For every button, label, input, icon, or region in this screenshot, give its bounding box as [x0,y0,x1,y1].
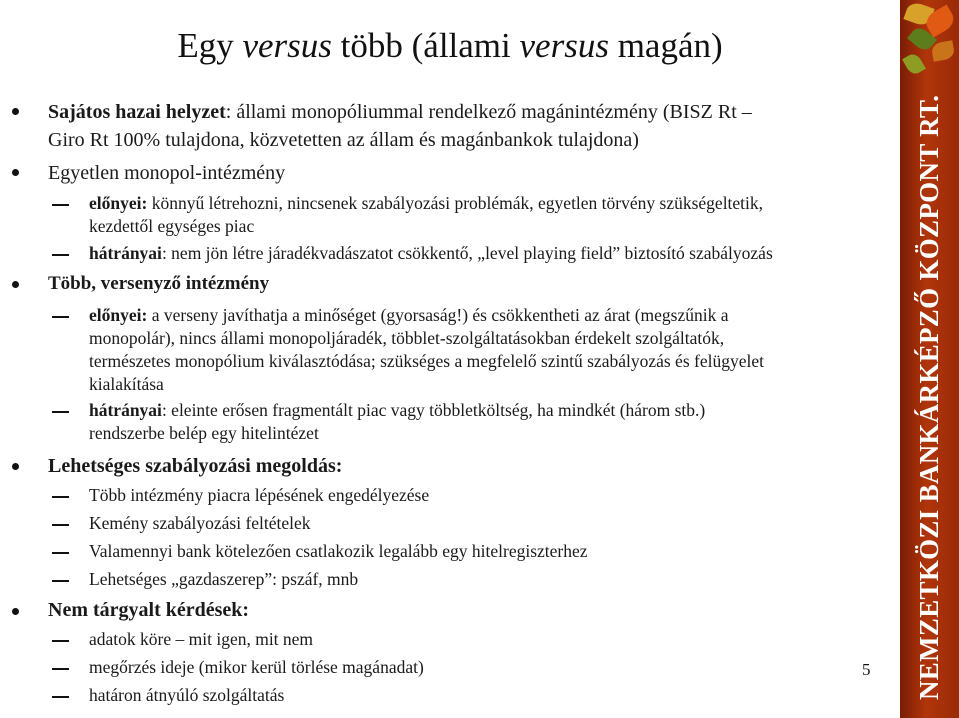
bullet-icon [12,169,19,176]
dash-icon [52,552,69,554]
sub-item-3-cont: kialakítása [89,374,164,394]
slide-title: Egy versus több (állami versus magán) [177,26,723,65]
sub-item-7: Valamennyi bank kötelezően csatlakozik legalább egy hitelregiszterhez [89,541,588,561]
sub-item-11: határon átnyúló szolgáltatás [89,685,285,705]
bullet-icon [12,281,19,288]
list-item-4: Lehetséges szabályozási megoldás: [48,455,343,477]
sub-item-8: Lehetséges „gazdaszerep”: pszáf, mnb [89,569,359,589]
list-item-1-cont: Giro Rt 100% tulajdona, közvetetten az állam és magánbankok tulajdona) [48,129,639,151]
sub-item-10: megőrzés ideje (mikor kerül törlése magánadat) [89,657,424,677]
sub-item-3: előnyei: a verseny javíthatja a minőséget (gyorsaság!) és csökkentheti az árat (megszűnik a [89,305,729,325]
list-item-1: Sajátos hazai helyzet: állami monopóliummal rendelkező magánintézmény (BISZ Rt – [48,101,752,123]
sub-item-5: Több intézmény piacra lépésének engedélyezése [89,485,430,505]
dash-icon [52,316,69,318]
list-item-5: Nem tárgyalt kérdések: [48,599,250,621]
dash-icon [52,668,69,670]
sub-item-4-cont: rendszerbe belép egy hitelintézet [89,423,319,443]
bullet-icon [12,608,19,615]
leaf-icon [931,40,956,62]
dash-icon [52,411,69,413]
dash-icon [52,254,69,256]
sidebar-text: NEMZETKÖZI BANKÁRKÉPZŐ KÖZPONT RT. [914,94,944,700]
list-item-3: Több, versenyző intézmény [48,273,270,294]
leaf-icon [902,51,926,76]
sub-item-6: Kemény szabályozási feltételek [89,513,311,533]
sub-item-9: adatok köre – mit igen, mit nem [89,629,314,649]
dash-icon [52,580,69,582]
dash-icon [52,524,69,526]
page-number: 5 [862,660,871,679]
sub-item-2: hátrányai: nem jön létre járadékvadászatot csökkentő, „level playing field” biztosító szabályozás [89,243,773,263]
sub-item-3-cont: monopolár), nincs állami monopoljáradék, többlet-szolgáltatásokban érdekelt szolgáltatók, [89,328,725,348]
bullet-icon [12,108,19,115]
dash-icon [52,696,69,698]
sub-item-4: hátrányai: eleinte erősen fragmentált piac vagy többletköltség, ha mindkét (három stb.) [89,400,706,420]
sidebar-banner [900,0,959,718]
sub-item-1: előnyei: könnyű létrehozni, nincsenek szabályozási problémák, egyetlen törvény szükségeltetik, [89,193,764,213]
list-item-2: Egyetlen monopol-intézmény [48,162,286,184]
dash-icon [52,640,69,642]
bullet-icon [12,463,19,470]
sub-item-1-cont: kezdettől egységes piac [89,216,255,236]
dash-icon [52,496,69,498]
sub-item-3-cont: természetes monopólium kiválasztódása; szükséges a megfelelő szintű szabályozás és felügyelet [89,351,764,371]
dash-icon [52,204,69,206]
